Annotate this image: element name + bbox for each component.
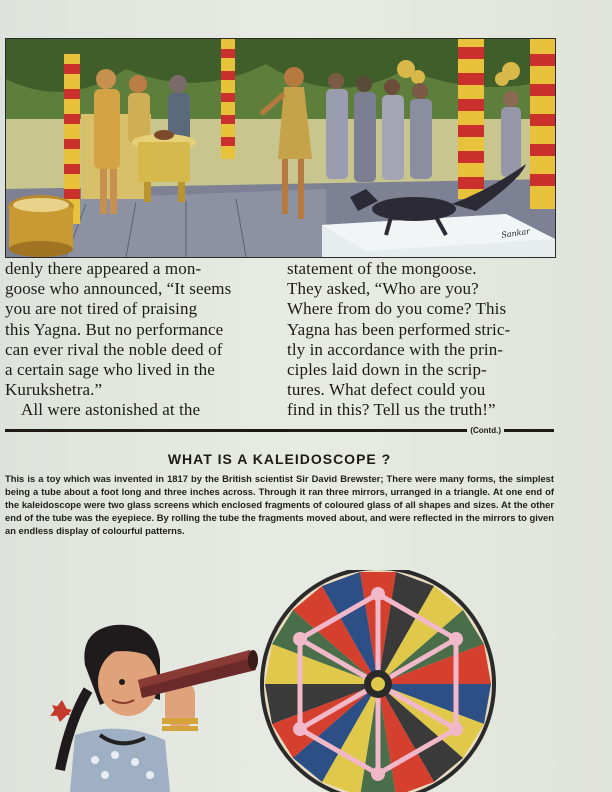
story-line: goose who announced, “It seems bbox=[5, 279, 232, 299]
story-line: a certain sage who lived in the bbox=[5, 360, 215, 380]
artist-signature: Sankar bbox=[500, 226, 531, 240]
article-body: This is a toy which was invented in 1817 by the British scientist Sir David Brewster; There were many forms, the simplest being a tube about a foot long and three inches across. Through it ran three mirrors, urranged in a triangle. At one end of the kaleidoscope were two glass screens which enclosed fragments of coloured glass of all shapes and sizes. At the other end of the tube was the eyepiece. By rolling the tube the fragments moved about, and were reflected in the mirrors to given an endless display of colourful patterns. bbox=[5, 473, 554, 537]
continued-divider bbox=[5, 425, 554, 435]
story-line: find in this? Tell us the truth!” bbox=[287, 400, 496, 420]
story-line: statement of the mongoose. bbox=[287, 259, 477, 278]
story-left-column bbox=[5, 259, 261, 419]
story-line: Kurukshetra.” bbox=[5, 380, 103, 400]
story-line: ciples laid down in the scrip- bbox=[287, 360, 487, 380]
article-title: WHAT IS A KALEIDOSCOPE ? bbox=[167, 451, 392, 467]
story-line: They asked, “Who are you? bbox=[287, 279, 479, 299]
story-line: this Yagna. But no performance bbox=[5, 319, 224, 339]
kaleidoscope-pattern bbox=[260, 570, 496, 792]
story-line: Where from do you come? This bbox=[287, 299, 507, 319]
story-line: Yagna has been performed stric- bbox=[287, 319, 511, 339]
divider-rule bbox=[5, 429, 467, 432]
story-line: All were astonished at the bbox=[21, 400, 201, 420]
yagna-illustration bbox=[5, 38, 556, 258]
story-line: tures. What defect could you bbox=[287, 380, 486, 400]
continued-label: (Contd.) bbox=[470, 425, 501, 435]
story-line: denly there appeared a mon- bbox=[5, 259, 202, 278]
girl-figure bbox=[50, 625, 198, 792]
story-line: can ever rival the noble deed of bbox=[5, 339, 223, 359]
golden-pot bbox=[8, 195, 74, 257]
story-line: tly in accordance with the prin- bbox=[287, 339, 504, 359]
kaleidoscope-artwork bbox=[0, 570, 612, 792]
divider-rule bbox=[504, 429, 554, 432]
story-right-column bbox=[287, 259, 549, 419]
story-line: you are not tired of praising bbox=[5, 299, 198, 319]
